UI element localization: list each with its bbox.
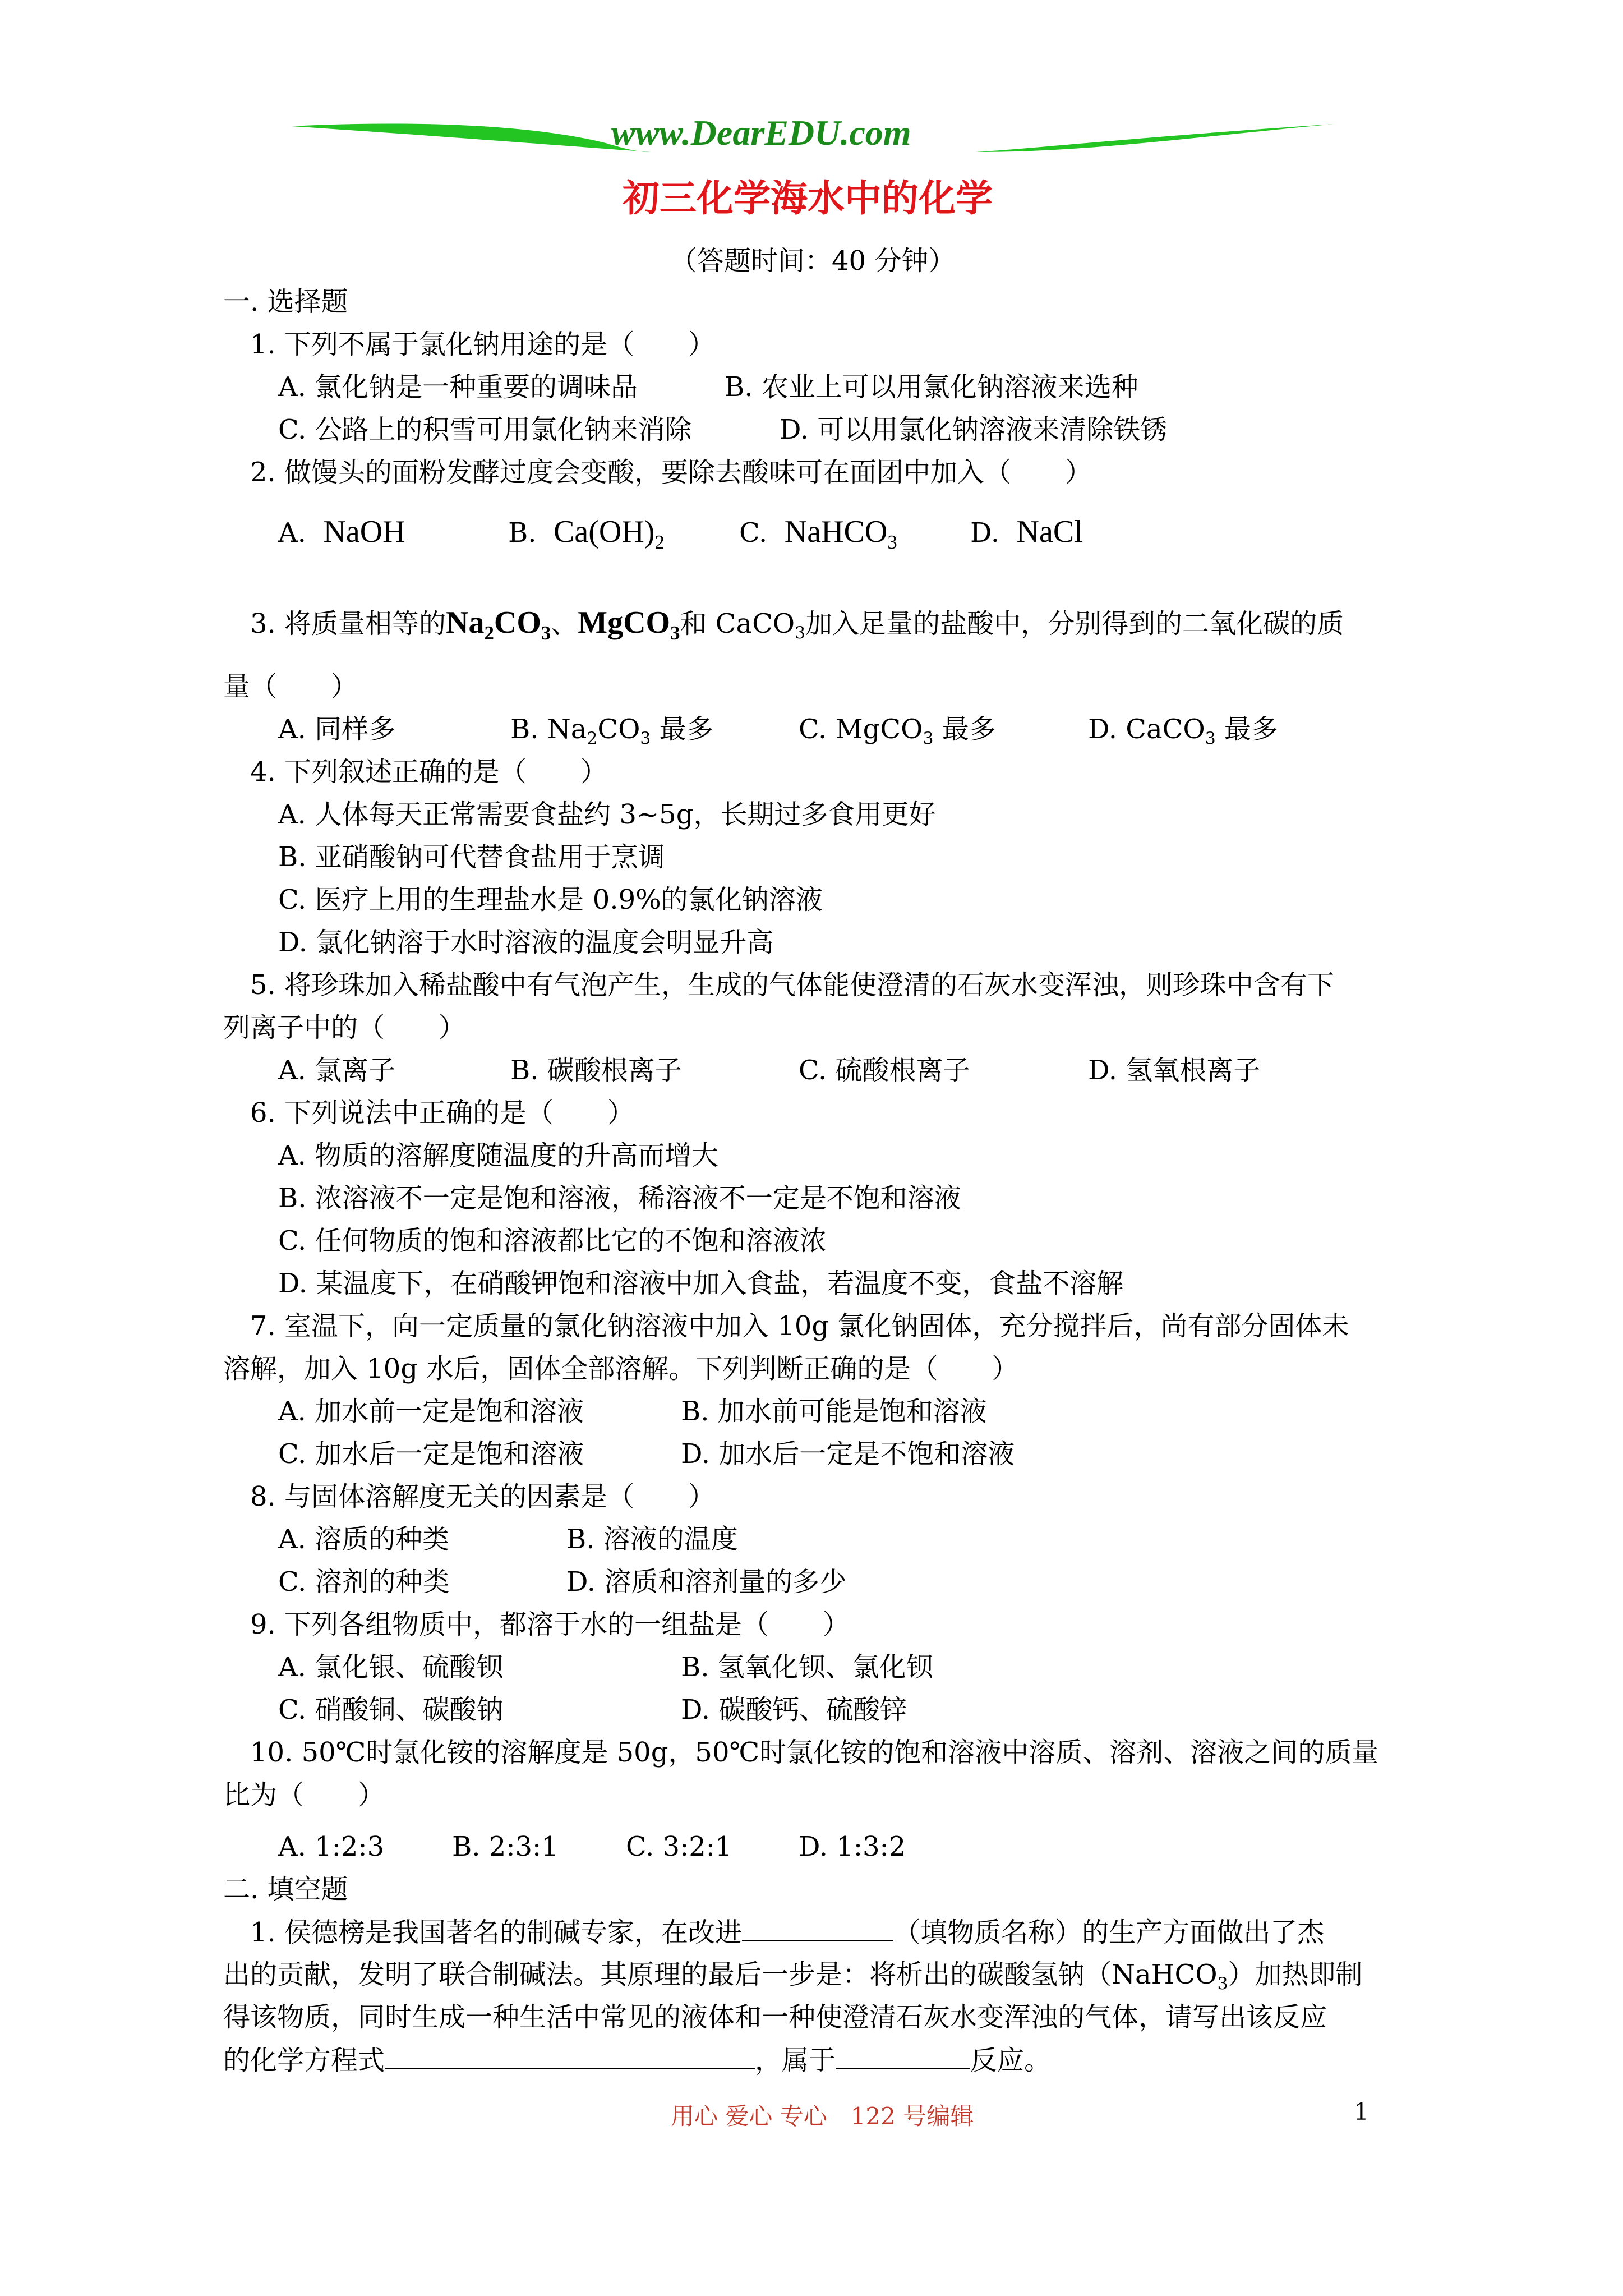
q7-stem: 7. 室温下，向一定质量的氯化钠溶液中加入 10g 氯化钠固体，充分搅拌后，尚有部分固体未 <box>250 1310 1349 1342</box>
q2-b-label: B. <box>508 517 537 549</box>
q3-b-post: 最多 <box>659 714 713 745</box>
q4-option-a: A. 人体每天正常需要食盐约 3~5g，长期过多食用更好 <box>278 799 936 830</box>
q7-option-d: D. 加水后一定是不饱和溶液 <box>681 1438 1015 1470</box>
q6-option-d: D. 某温度下，在硝酸钾饱和溶液中加入食盐，若温度不变，食盐不溶解 <box>278 1268 1124 1299</box>
q3-c-post: 最多 <box>942 714 996 745</box>
q7-cont: 溶解，加入 10g 水后，固体全部溶解。下列判断正确的是（ ） <box>223 1353 1019 1384</box>
q4-option-c: C. 医疗上用的生理盐水是 0.9%的氯化钠溶液 <box>278 884 823 915</box>
q8-option-d: D. 溶质和溶剂量的多少 <box>566 1566 847 1598</box>
q9-option-c: C. 硝酸铜、碳酸钠 <box>278 1694 504 1726</box>
q1-stem: 1. 下列不属于氯化钠用途的是（ ） <box>250 329 716 360</box>
s2-q1-line3: 得该物质，同时生成一种生活中常见的液体和一种使澄清石灰水变浑浊的气体，请写出该反应 <box>223 2001 1327 2033</box>
q8-option-b: B. 溶液的温度 <box>566 1524 738 1555</box>
s2-q1-line1 <box>250 1915 1324 1949</box>
q1-option-a: A. 氯化钠是一种重要的调味品 <box>278 371 638 403</box>
q5-option-b: B. 碳酸根离子 <box>510 1055 682 1086</box>
q10-option-b: B. 2:3:1 <box>452 1831 559 1862</box>
s2-q1-text3: 出的贡献，发明了联合制碱法。其原理的最后一步是：将析出的碳酸氢钠（NaHCO <box>223 1959 1218 1990</box>
blank-substance-name[interactable] <box>742 1915 893 1941</box>
q4-option-d: D. 氯化钠溶于水时溶液的温度会明显升高 <box>278 927 774 958</box>
s2-q1-line2 <box>223 1958 1363 1994</box>
q3-option-b <box>510 712 713 749</box>
q9-option-b: B. 氢氧化钡、氯化钡 <box>681 1651 933 1683</box>
q3-d-post: 最多 <box>1224 714 1278 745</box>
q2-option-b <box>508 514 665 554</box>
s2-q1-text5: 的化学方程式 <box>223 2045 385 2076</box>
q3-mid: 和 CaCO <box>680 608 795 639</box>
section2-heading: 二. 填空题 <box>223 1874 348 1905</box>
q2-b-sub: 2 <box>654 531 665 554</box>
q6-option-b: B. 浓溶液不一定是饱和溶液，稀溶液不一定是不饱和溶液 <box>278 1182 961 1214</box>
q10-stem: 10. 50℃时氯化铵的溶解度是 50g，50℃时氯化铵的饱和溶液中溶质、溶剂、溶液之间的质量 <box>250 1737 1379 1768</box>
q8-option-c: C. 溶剂的种类 <box>278 1566 450 1598</box>
q10-cont: 比为（ ） <box>223 1779 385 1811</box>
q7-option-b: B. 加水前可能是饱和溶液 <box>681 1396 987 1427</box>
q4-option-b: B. 亚硝酸钠可代替食盐用于烹调 <box>278 841 665 873</box>
q8-stem: 8. 与固体溶解度无关的因素是（ ） <box>250 1481 716 1512</box>
q3-b-sub: 2 <box>587 729 598 749</box>
q3-f1-sub2: 3 <box>541 622 551 645</box>
q3-option-a: A. 同样多 <box>278 714 396 745</box>
q5-option-a: A. 氯离子 <box>278 1055 396 1086</box>
q5-stem: 5. 将珍珠加入稀盐酸中有气泡产生，生成的气体能使澄清的石灰水变浑浊，则珍珠中含有下 <box>250 969 1335 1001</box>
q2-a-label: A. <box>278 517 306 549</box>
q5-option-d: D. 氢氧根离子 <box>1088 1055 1261 1086</box>
q3-prefix: 3. 将质量相等的 <box>250 608 446 639</box>
blank-equation[interactable] <box>385 2043 755 2069</box>
q5-option-c: C. 硫酸根离子 <box>799 1055 970 1086</box>
section1-heading: 一. 选择题 <box>223 286 348 318</box>
q10-option-a: A. 1:2:3 <box>278 1831 385 1862</box>
q3-c-sub: 3 <box>923 729 934 749</box>
q4-stem: 4. 下列叙述正确的是（ ） <box>250 756 608 788</box>
q1-option-d: D. 可以用氯化钠溶液来清除铁锈 <box>780 414 1168 445</box>
q3-f1-tail: CO <box>494 605 541 640</box>
q2-d-label: D. <box>970 517 1000 549</box>
q1-option-b: B. 农业上可以用氯化钠溶液来选种 <box>725 371 1138 403</box>
q3-f2-sub: 3 <box>670 622 680 645</box>
page-subtitle: （答题时间：40 分钟） <box>670 245 956 277</box>
footer-text: 用心 爱心 专心 122 号编辑 <box>671 2102 974 2130</box>
q3-f1: Na <box>446 605 485 640</box>
q3-stem <box>250 605 1344 645</box>
q1-option-c: C. 公路上的积雪可用氯化钠来消除 <box>278 414 692 445</box>
q3-mid-sub: 3 <box>795 623 806 643</box>
s2-q1-line4 <box>223 2043 1051 2077</box>
q6-option-a: A. 物质的溶解度随温度的升高而增大 <box>278 1140 719 1171</box>
q3-b-pre: B. Na <box>510 714 587 745</box>
q2-c-sub: 3 <box>887 531 897 554</box>
q10-option-c: C. 3:2:1 <box>626 1831 732 1862</box>
q3-b-sub2: 3 <box>640 729 651 749</box>
site-logo: www.DearEDU.com <box>611 113 911 153</box>
q2-option-c <box>739 514 897 554</box>
q3-sep: 、 <box>551 608 578 639</box>
q2-c-label: C. <box>739 517 768 549</box>
s2-q1-text6: ，属于 <box>755 2045 836 2076</box>
q3-d-sub: 3 <box>1205 729 1216 749</box>
q9-option-d: D. 碳酸钙、硫酸锌 <box>681 1694 907 1726</box>
q3-cont: 量（ ） <box>223 671 358 702</box>
q6-option-c: C. 任何物质的饱和溶液都比它的不饱和溶液浓 <box>278 1225 827 1257</box>
q3-b-mid: CO <box>597 714 640 745</box>
page-title: 初三化学海水中的化学 <box>623 177 993 220</box>
q3-d-pre: D. CaCO <box>1088 714 1205 745</box>
q2-d-formula: NaCl <box>1016 514 1083 549</box>
q7-option-c: C. 加水后一定是饱和溶液 <box>278 1438 584 1470</box>
q6-stem: 6. 下列说法中正确的是（ ） <box>250 1097 635 1129</box>
q3-f2: MgCO <box>578 605 671 640</box>
q2-c-formula: NaHCO <box>784 514 888 549</box>
q3-c-pre: C. MgCO <box>799 714 923 745</box>
q2-stem: 2. 做馒头的面粉发酵过度会变酸，要除去酸味可在面团中加入（ ） <box>250 457 1092 488</box>
s2-q1-text7: 反应。 <box>970 2045 1052 2076</box>
q2-a-formula: NaOH <box>323 514 405 549</box>
blank-reaction-type[interactable] <box>836 2043 970 2069</box>
q3-f1-sub: 2 <box>484 622 494 645</box>
s2-q1-text4: ）加热即制 <box>1228 1959 1363 1990</box>
q7-option-a: A. 加水前一定是饱和溶液 <box>278 1396 584 1427</box>
s2-q1-text2: （填物质名称）的生产方面做出了杰 <box>893 1917 1325 1948</box>
q2-option-a <box>278 515 405 550</box>
q2-b-formula: Ca(OH) <box>554 514 655 549</box>
s2-q1-text1: 1. 侯德榜是我国著名的制碱专家，在改进 <box>250 1917 743 1948</box>
q3-suffix: 加入足量的盐酸中，分别得到的二氧化碳的质 <box>805 608 1344 639</box>
q9-stem: 9. 下列各组物质中，都溶于水的一组盐是（ ） <box>250 1609 850 1640</box>
q3-option-d <box>1088 712 1278 749</box>
q9-option-a: A. 氯化银、硫酸钡 <box>278 1651 504 1683</box>
page-number: 1 <box>1354 2098 1369 2125</box>
q5-cont: 列离子中的（ ） <box>223 1012 466 1043</box>
q8-option-a: A. 溶质的种类 <box>278 1524 450 1555</box>
q2-option-d <box>970 515 1083 550</box>
q3-option-c <box>799 712 996 749</box>
s2-q1-sub: 3 <box>1217 1974 1228 1994</box>
q10-option-d: D. 1:3:2 <box>799 1831 906 1862</box>
